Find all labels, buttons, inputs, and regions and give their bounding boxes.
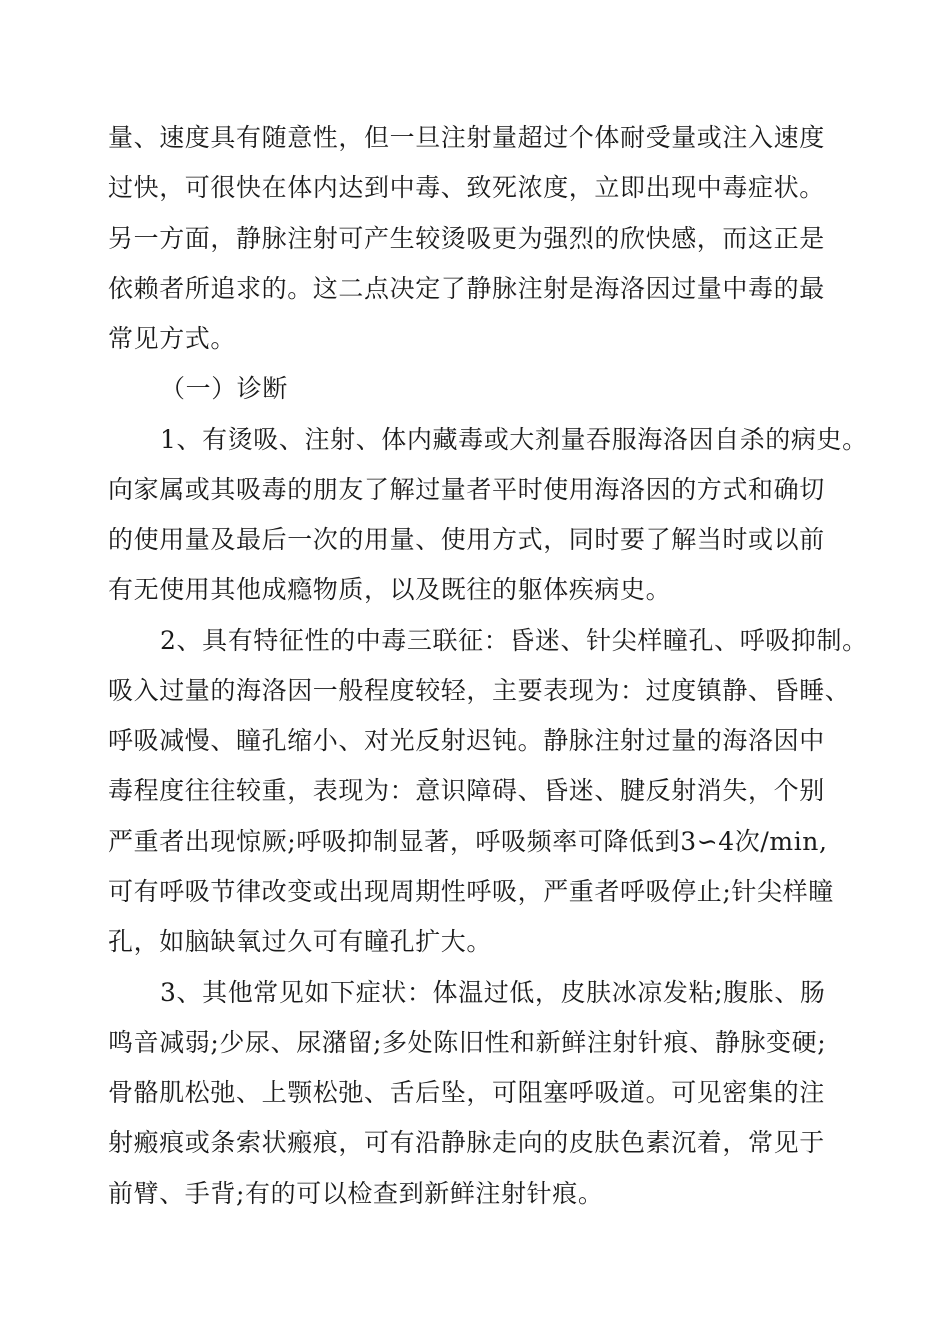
- section-heading: （一）诊断: [160, 374, 289, 403]
- text-line: 骨骼肌松弛、上颚松弛、舌后坠，可阻塞呼吸道。可见密集的注: [108, 1078, 825, 1107]
- text-line: 向家属或其吸毒的朋友了解过量者平时使用海洛因的方式和确切: [108, 475, 825, 504]
- text-line: 常见方式。: [108, 324, 237, 353]
- text-line: 有无使用其他成瘾物质，以及既往的躯体疾病史。: [108, 575, 672, 604]
- text-line: 1、有烫吸、注射、体内藏毒或大剂量吞服海洛因自杀的病史。: [160, 425, 868, 454]
- text-line: 孔，如脑缺氧过久可有瞳孔扩大。: [108, 927, 493, 956]
- text-line: 过快，可很快在体内达到中毒、致死浓度，立即出现中毒症状。: [108, 173, 825, 202]
- text-line: 依赖者所追求的。这二点决定了静脉注射是海洛因过量中毒的最: [108, 274, 825, 303]
- text-line: 射瘢痕或条索状瘢痕，可有沿静脉走向的皮肤色素沉着，常见于: [108, 1128, 825, 1157]
- text-line: 的使用量及最后一次的用量、使用方式，同时要了解当时或以前: [108, 525, 825, 554]
- text-line: 可有呼吸节律改变或出现周期性呼吸，严重者呼吸停止;针尖样瞳: [108, 877, 834, 906]
- text-line: 量、速度具有随意性，但一旦注射量超过个体耐受量或注入速度: [108, 123, 825, 152]
- text-line: 严重者出现惊厥;呼吸抑制显著，呼吸频率可降低到3∽4次/min,: [108, 827, 828, 856]
- text-line: 2、具有特征性的中毒三联征：昏迷、针尖样瞳孔、呼吸抑制。: [160, 626, 868, 655]
- text-line: 另一方面，静脉注射可产生较烫吸更为强烈的欣快感，而这正是: [108, 224, 825, 253]
- text-line: 前臂、手背;有的可以检查到新鲜注射针痕。: [108, 1179, 604, 1208]
- text-line: 鸣音减弱;少尿、尿潴留;多处陈旧性和新鲜注射针痕、静脉变硬;: [108, 1028, 827, 1057]
- text-line: 呼吸减慢、瞳孔缩小、对光反射迟钝。静脉注射过量的海洛因中: [108, 726, 825, 755]
- text-line: 吸入过量的海洛因一般程度较轻，主要表现为：过度镇静、昏睡、: [108, 676, 851, 705]
- text-line: 3、其他常见如下症状：体温过低，皮肤冰凉发粘;腹胀、肠: [160, 978, 826, 1007]
- text-line: 毒程度往往较重，表现为：意识障碍、昏迷、腱反射消失，个别: [108, 776, 825, 805]
